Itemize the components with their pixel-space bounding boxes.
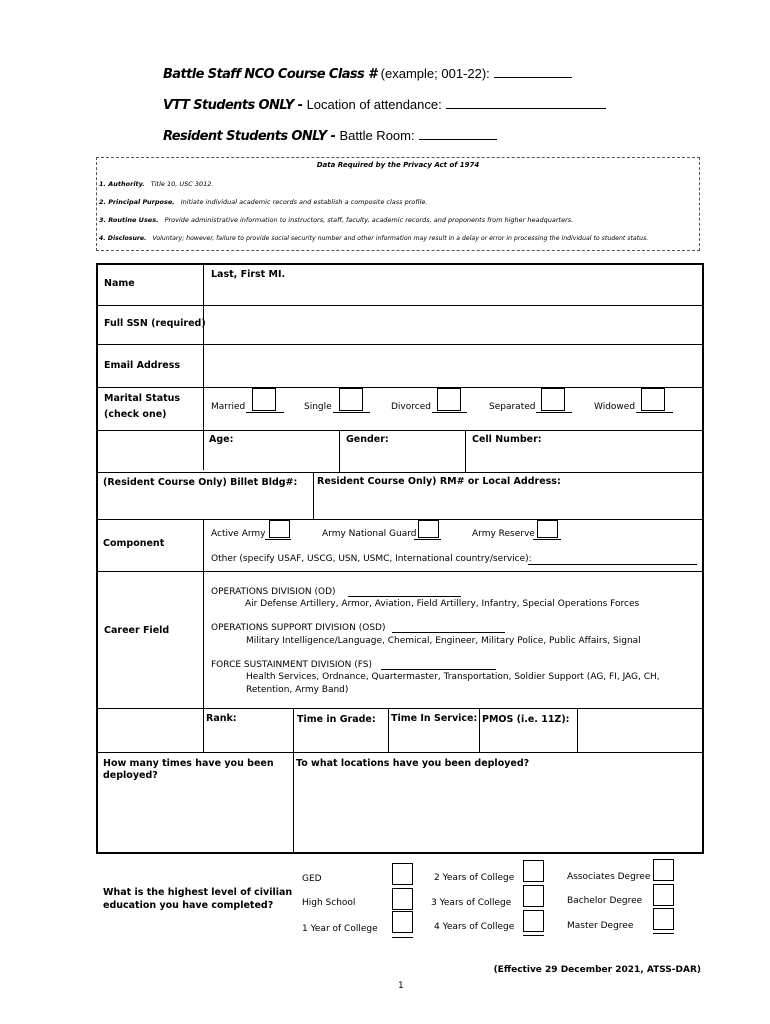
edu-4yr-label: 4 Years of College: [434, 922, 515, 932]
career-fs-desc-1: Health Services, Ordnance, Quartermaster, Transportation, Soldier Support (AG, FI, JAG, CH,: [246, 672, 660, 682]
career-od-desc: Air Defense Artillery, Armor, Aviation, Field Artillery, Infantry, Special Operations Forces: [245, 599, 640, 609]
ssn-field[interactable]: [205, 307, 701, 343]
battle-room-field[interactable]: [419, 128, 497, 140]
divorced-checkbox[interactable]: [437, 388, 461, 411]
career-fs-desc-2: Retention, Army Band): [246, 685, 349, 695]
grid-h: [96, 344, 704, 345]
divorced-label: Divorced: [391, 402, 431, 412]
privacy-item-text: Voluntary; however, failure to provide social security number and other information may result in a delay or error in processing the individual to student status.: [152, 235, 649, 242]
privacy-item-label: 1. Authority.: [99, 180, 145, 188]
army-reserve-checkbox[interactable]: [537, 520, 558, 538]
edu-high-school-label: High School: [302, 898, 356, 908]
edu-associates-checkbox[interactable]: [653, 859, 674, 881]
edu-associates-label: Associates Degree: [567, 872, 651, 882]
privacy-act-box: [96, 157, 700, 251]
marital-hint: (check one): [104, 409, 167, 420]
widowed-underline: [636, 412, 673, 413]
grid-h: [96, 387, 704, 388]
billet-label: (Resident Course Only) Billet Bldg#:: [103, 477, 298, 488]
grid-h: [96, 305, 704, 306]
form-border-left: [96, 263, 98, 854]
deploy-locations-field[interactable]: [295, 772, 701, 850]
grid-h: [96, 263, 704, 265]
national-guard-checkbox[interactable]: [418, 520, 439, 538]
gender-field[interactable]: [341, 432, 463, 471]
name-field[interactable]: [205, 266, 701, 304]
ssn-label: Full SSN (required): [104, 318, 206, 329]
active-army-underline: [265, 539, 291, 540]
edu-high-school-checkbox[interactable]: [392, 888, 413, 910]
cell-number-field[interactable]: [467, 432, 701, 471]
active-army-checkbox[interactable]: [269, 520, 290, 538]
grid-h: [96, 852, 704, 854]
grid-v: [313, 472, 314, 519]
pmos-label: PMOS (i.e. 11Z):: [482, 714, 570, 725]
privacy-item-label: 2. Principal Purpose.: [99, 198, 175, 206]
edu-underline: [523, 935, 544, 936]
grid-v: [388, 708, 389, 752]
edu-2yr-checkbox[interactable]: [523, 860, 544, 882]
grid-h: [96, 519, 704, 520]
privacy-item-purpose: [99, 198, 427, 206]
privacy-item-uses: [99, 216, 573, 224]
army-reserve-underline: [533, 539, 561, 540]
rank-label: Rank:: [206, 713, 237, 724]
deploy-count-label: How many times have you been: [103, 758, 274, 769]
deploy-locations-label: To what locations have you been deployed?: [296, 758, 530, 769]
married-checkbox[interactable]: [252, 388, 276, 411]
married-underline: [246, 412, 284, 413]
education-label: What is the highest level of civilian: [103, 887, 293, 898]
separated-underline: [536, 412, 572, 413]
grid-h: [96, 472, 704, 473]
edu-master-label: Master Degree: [567, 921, 634, 931]
national-guard-label: Army National Guard: [322, 529, 417, 539]
class-number-label: Battle Staff NCO Course Class #: [163, 67, 377, 82]
vtt-location-field[interactable]: [446, 97, 606, 109]
privacy-item-disclosure: [99, 235, 648, 242]
resident-label: Resident Students ONLY -: [163, 129, 336, 144]
deploy-count-label-2: deployed?: [103, 770, 158, 781]
single-label: Single: [304, 402, 332, 412]
page-number: 1: [398, 981, 404, 991]
grid-v: [203, 263, 204, 470]
privacy-item-authority: [99, 180, 213, 188]
grid-h: [96, 708, 704, 709]
career-osd-desc: Military Intelligence/Language, Chemical, Engineer, Military Police, Public Affairs, Signal: [246, 636, 641, 646]
career-fs-title: FORCE SUSTAINMENT DIVISION (FS): [211, 660, 372, 670]
education-label-2: education you have completed?: [103, 900, 274, 911]
component-label: Component: [103, 538, 165, 549]
privacy-item-text: Initiate individual academic records and establish a composite class profile.: [180, 198, 428, 206]
privacy-item-label: 3. Routine Uses.: [99, 216, 159, 224]
edu-underline: [392, 937, 413, 938]
grid-h: [96, 571, 704, 572]
edu-underline: [653, 933, 674, 934]
edu-4yr-checkbox[interactable]: [523, 910, 544, 932]
marital-label: Marital Status: [104, 393, 181, 404]
grid-v: [293, 708, 294, 852]
widowed-label: Widowed: [594, 402, 636, 412]
career-od-title: OPERATIONS DIVISION (OD): [211, 587, 336, 597]
privacy-item-text: Provide administrative information to instructors, staff, faculty, academic records, and proponents from higher headquarters.: [164, 216, 574, 224]
cell-number-label: Cell Number:: [472, 434, 542, 445]
form-border-right: [702, 263, 704, 854]
career-osd-field[interactable]: [392, 632, 505, 633]
national-guard-underline: [414, 539, 441, 540]
time-in-grade-label: Time in Grade:: [297, 714, 376, 725]
vtt-label: VTT Students ONLY -: [163, 98, 303, 113]
name-hint: Last, First MI.: [211, 269, 286, 280]
age-field[interactable]: [205, 432, 337, 471]
edu-bachelor-checkbox[interactable]: [653, 884, 674, 906]
career-fs-field[interactable]: [381, 669, 496, 670]
room-address-label: Resident Course Only) RM# or Local Address:: [317, 476, 561, 487]
single-checkbox[interactable]: [339, 388, 363, 411]
edu-1yr-checkbox[interactable]: [392, 911, 413, 933]
grid-h: [96, 430, 704, 431]
edu-master-checkbox[interactable]: [653, 908, 674, 930]
edu-1yr-label: 1 Year of College: [302, 924, 378, 934]
grid-v: [479, 708, 480, 752]
grid-v: [577, 708, 578, 752]
email-label: Email Address: [104, 360, 181, 371]
time-in-service-label: Time In Service:: [391, 713, 478, 724]
email-field[interactable]: [205, 346, 701, 386]
army-reserve-label: Army Reserve: [472, 529, 535, 539]
edu-ged-label: GED: [302, 874, 322, 884]
edu-ged-checkbox[interactable]: [392, 863, 413, 885]
divorced-underline: [432, 412, 467, 413]
edu-bachelor-label: Bachelor Degree: [567, 896, 643, 906]
edu-3yr-label: 3 Years of College: [431, 898, 512, 908]
separated-label: Separated: [489, 402, 536, 412]
grid-v: [339, 430, 340, 472]
room-address-field[interactable]: [315, 474, 701, 518]
career-field-label: Career Field: [104, 625, 170, 636]
married-label: Married: [211, 402, 246, 412]
age-label: Age:: [209, 434, 234, 445]
pmos-field[interactable]: [579, 710, 701, 751]
grid-h: [96, 752, 704, 753]
separated-checkbox[interactable]: [541, 388, 565, 411]
widowed-checkbox[interactable]: [641, 388, 665, 411]
vtt-location-line: [163, 97, 606, 113]
class-number-hint: (example; 001-22):: [380, 66, 490, 81]
battle-room-label: Battle Room:: [339, 128, 415, 143]
battle-room-line: [163, 128, 497, 144]
class-number-line: [163, 66, 572, 82]
class-number-field[interactable]: [494, 66, 572, 78]
career-od-field[interactable]: [348, 596, 461, 597]
vtt-location-label: Location of attendance:: [306, 97, 442, 112]
edu-3yr-checkbox[interactable]: [523, 885, 544, 907]
gender-label: Gender:: [346, 434, 389, 445]
name-label: Name: [104, 278, 135, 289]
effective-date: (Effective 29 December 2021, ATSS-DAR): [493, 965, 701, 975]
privacy-act-title: Data Required by the Privacy Act of 1974: [316, 161, 480, 169]
edu-2yr-label: 2 Years of College: [434, 873, 515, 883]
career-osd-title: OPERATIONS SUPPORT DIVISION (OSD): [211, 623, 386, 633]
single-underline: [333, 412, 370, 413]
grid-v: [465, 430, 466, 472]
active-army-label: Active Army: [211, 529, 266, 539]
grid-v: [203, 519, 204, 752]
privacy-item-label: 4. Disclosure.: [99, 235, 147, 242]
component-other-field[interactable]: [528, 564, 697, 565]
privacy-item-text: Title 10, USC 3012.: [150, 180, 214, 188]
component-other-label: Other (specify USAF, USCG, USN, USMC, International country/service):: [211, 554, 532, 564]
